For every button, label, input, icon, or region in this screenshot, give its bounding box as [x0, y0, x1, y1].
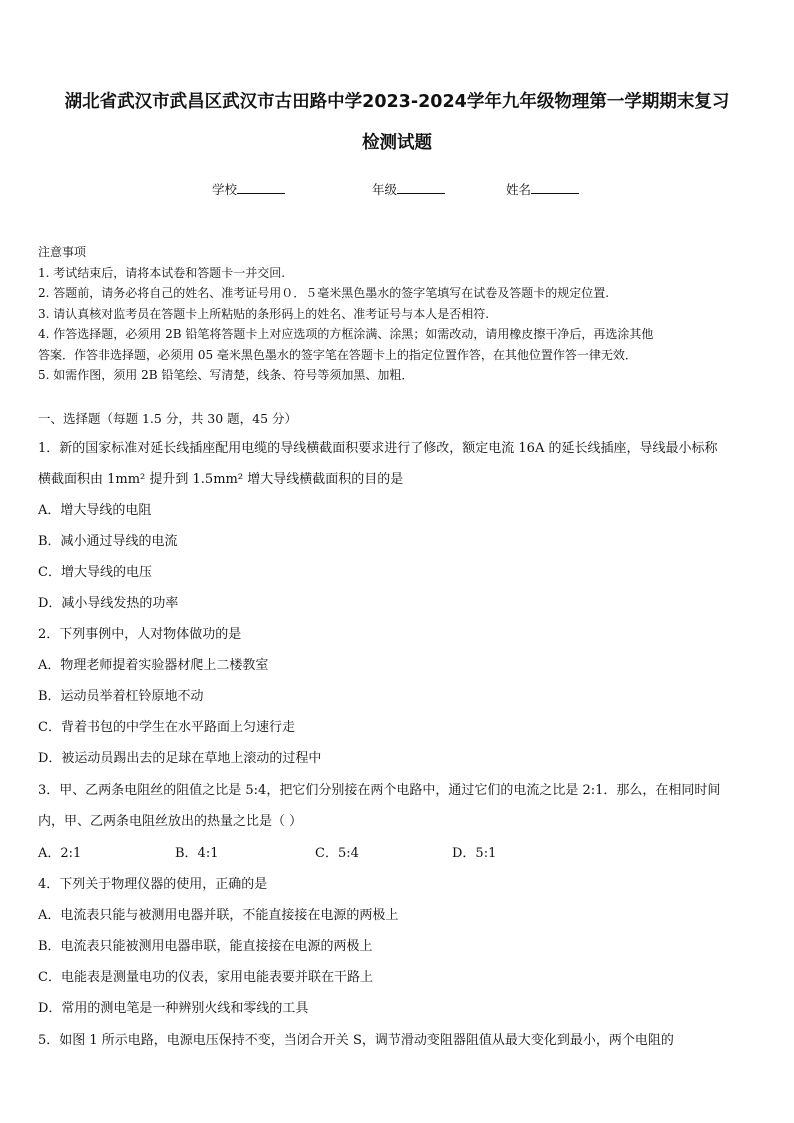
q3-option-a: A．2:1 — [38, 846, 82, 861]
q1-option-a: A．增大导线的电阻 — [38, 503, 152, 518]
notice-item: 答案．作答非选择题，必须用 05 毫米黑色墨水的签字笔在答题卡上的指定位置作答，在其他位置作答一律无效． — [38, 347, 637, 362]
notice-heading: 注意事项 — [38, 245, 87, 259]
q1-option-c: C．增大导线的电压 — [38, 565, 152, 580]
notice-block — [38, 242, 758, 386]
school-field — [212, 180, 285, 198]
q5-stem-line1: 5．如图 1 所示电路，电源电压保持不变，当闭合开关 S，调节滑动变阻器阻值从最大变化到最小，两个电阻的 — [38, 1033, 674, 1048]
notice-item: 5. 如需作图，须用 2B 铅笔绘、写清楚，线条、符号等须加黑、加粗． — [38, 368, 414, 382]
q4-option-c: C．电能表是测量电功的仪表，家用电能表要并联在干路上 — [38, 970, 373, 985]
q1-stem-line1: 1．新的国家标准对延长线插座配用电缆的导线横截面积要求进行了修改，额定电流 16A 的延长线插座，导线最小标称 — [38, 441, 718, 456]
q1-option-d: D．减小导线发热的功率 — [38, 596, 179, 611]
notice-item: 3. 请认真核对监考员在答题卡上所粘贴的条形码上的姓名、准考证号与本人是否相符. — [38, 306, 490, 321]
school-blank — [237, 182, 285, 194]
q3-option-b: B．4:1 — [175, 846, 219, 861]
name-blank — [531, 182, 579, 194]
grade-label: 年级 — [372, 182, 398, 197]
q2-option-a: A．物理老师提着实验器材爬上二楼教室 — [38, 658, 269, 673]
notice-item: 2. 答题前，请务必将自己的姓名、准考证号用０．５毫米黑色墨水的签字笔填写在试卷及答题卡的规定位置. — [38, 286, 610, 300]
q4-stem: 4．下列关于物理仪器的使用，正确的是 — [38, 877, 268, 892]
q3-stem-line2: 内，甲、乙两条电阻丝放出的热量之比是（ ） — [38, 814, 303, 829]
q4-option-b: B．电流表只能被测用电器串联，能直接接在电源的两极上 — [38, 939, 373, 954]
q2-option-c: C．背着书包的中学生在水平路面上匀速行走 — [38, 720, 295, 735]
q2-option-b: B．运动员举着杠铃原地不动 — [38, 689, 204, 704]
exam-title-line2: 检测试题 — [362, 133, 432, 153]
grade-blank — [397, 182, 445, 194]
q3-stem-line1: 3．甲、乙两条电阻丝的阻值之比是 5:4，把它们分别接在两个电路中，通过它们的电流之比是 2:1．那么，在相同时间 — [38, 783, 721, 798]
q1-stem-line2: 横截面积由 1mm² 提升到 1.5mm² 增大导线横截面积的目的是 — [38, 472, 404, 487]
q2-stem: 2．下列事例中，人对物体做功的是 — [38, 627, 242, 642]
section-title: 一、选择题（每题 1.5 分，共 30 题，45 分） — [38, 411, 298, 426]
q4-option-d: D．常用的测电笔是一种辨别火线和零线的工具 — [38, 1001, 309, 1016]
school-label: 学校 — [212, 182, 238, 197]
name-field — [506, 180, 579, 198]
notice-item: 4. 作答选择题，必须用 2B 铅笔将答题卡上对应选项的方框涂满、涂黑；如需改动，请用橡皮擦干净后，再选涂其他 — [38, 327, 654, 341]
q1-option-b: B．减小通过导线的电流 — [38, 534, 178, 549]
name-label: 姓名 — [506, 182, 532, 197]
notice-item: 1. 考试结束后，请将本试卷和答题卡一并交回. — [38, 265, 286, 280]
q2-option-d: D．被运动员踢出去的足球在草地上滚动的过程中 — [38, 751, 322, 766]
grade-field — [372, 180, 445, 198]
q3-option-d: D．5:1 — [452, 846, 497, 861]
q4-option-a: A．电流表只能与被测用电器并联，不能直接接在电源的两极上 — [38, 908, 399, 923]
q3-option-c: C．5:4 — [315, 846, 359, 861]
exam-title-line1: 湖北省武汉市武昌区武汉市古田路中学2023-2024学年九年级物理第一学期期末复习 — [64, 92, 730, 112]
q3-options — [38, 842, 758, 860]
